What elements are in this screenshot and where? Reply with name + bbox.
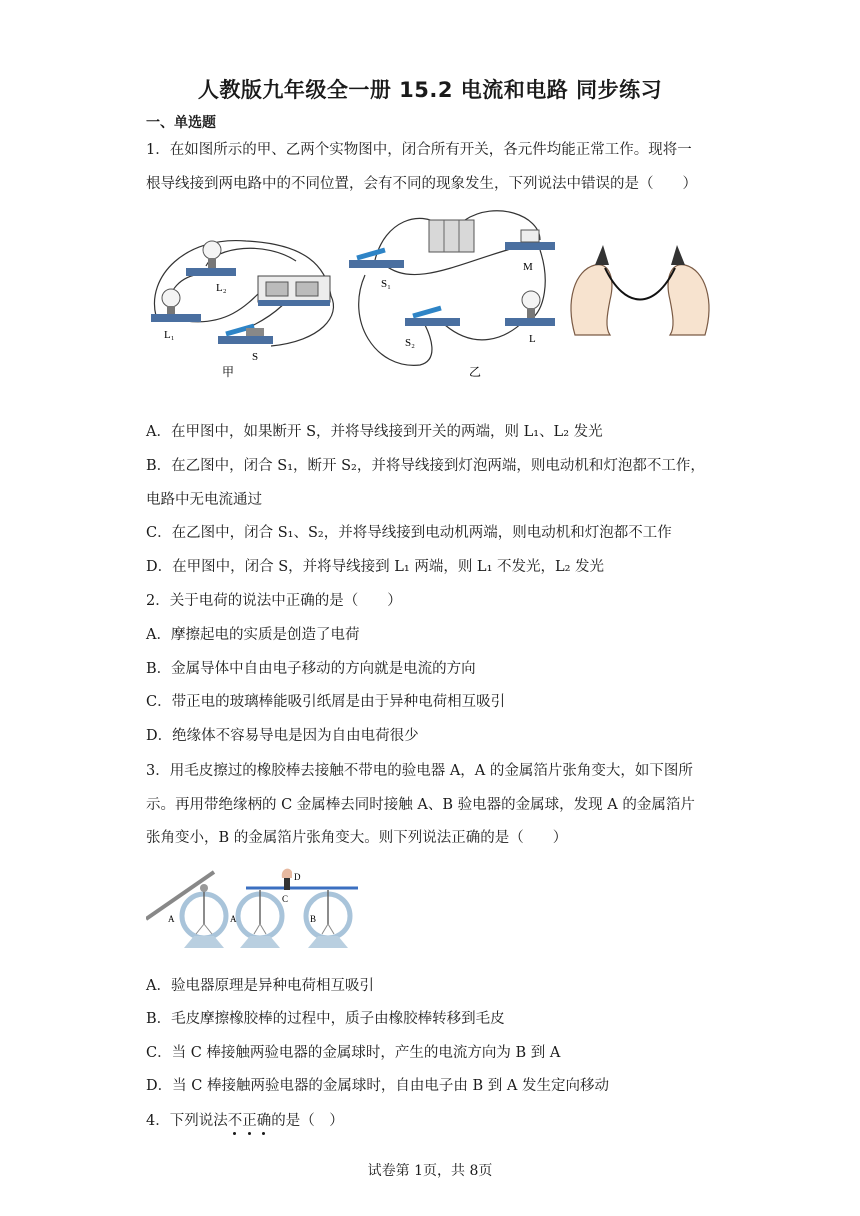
circuit-figure-jia: [146, 236, 346, 384]
q2-option-a: A．摩擦起电的实质是创造了电荷: [146, 627, 360, 643]
q4-emphasis-char: 正: [242, 1113, 257, 1129]
switch-s1-base: [349, 260, 404, 268]
q1-stem-line-1: 1．在如图所示的甲、乙两个实物图中，闭合所有开关，各元件均能正常工作。现将一: [146, 142, 692, 158]
lamp-l1-base: [151, 314, 201, 322]
label-b: B: [310, 914, 317, 924]
q1-option-a: A．在甲图中，如果断开 S，并将导线接到开关的两端，则 L₁、L₂ 发光: [146, 424, 603, 440]
q3-stem-line-1: 3．用毛皮擦过的橡胶棒去接触不带电的验电器 A，A 的金属箔片张角变大，如下图所: [146, 763, 693, 779]
q2-option-b: B．金属导体中自由电子移动的方向就是电流的方向: [146, 661, 476, 677]
q4-emphasis-char: 确: [257, 1113, 272, 1129]
hands-wire-figure: [565, 240, 715, 340]
q3-option-c: C．当 C 棒接触两验电器的金属球时，产生的电流方向为 B 到 A: [146, 1045, 561, 1061]
q4-emphasis-char: 不: [228, 1113, 243, 1129]
q1-option-d: D．在甲图中，闭合 S，并将导线接到 L₁ 两端，则 L₁ 不发光，L₂ 发光: [146, 559, 605, 575]
q3-option-a: A．验电器原理是异种电荷相互吸引: [146, 978, 374, 994]
label-s1: S₁: [381, 278, 391, 290]
q4-stem-suffix: 的是（ ）: [271, 1113, 344, 1129]
q1-option-b-line-2: 电路中无电流通过: [146, 492, 262, 508]
motor-base: [505, 242, 555, 250]
q1-option-c: C．在乙图中，闭合 S₁、S₂，并将导线接到电动机两端，则电动机和灯泡都不工作: [146, 525, 672, 541]
lamp-l2-bulb: [203, 241, 221, 259]
lamp-l1-bulb: [162, 289, 180, 307]
switch-s2-base: [405, 318, 460, 326]
electroscope-a-right: [238, 890, 282, 948]
page-footer: 试卷第 1页，共 8页: [367, 1163, 493, 1179]
label-a1: A: [168, 914, 175, 924]
q1-option-b-line-1: B．在乙图中，闭合 S₁，断开 S₂，并将导线接到灯泡两端，则电动机和灯泡都不工作，: [146, 458, 705, 474]
lamp-l2-base: [186, 268, 236, 276]
label-d: D: [294, 872, 301, 882]
q4-stem: [146, 1111, 726, 1131]
battery-pack: [429, 220, 474, 252]
label-l: L: [529, 333, 536, 345]
page-title: 人教版九年级全一册 15.2 电流和电路 同步练习: [197, 78, 663, 102]
section-heading: 一、单选题: [146, 115, 216, 131]
q1-stem-line-2: 根导线接到两电路中的不同位置，会有不同的现象发生，下列说法中错误的是（ ）: [146, 176, 697, 192]
label-m: M: [523, 261, 533, 273]
label-s2: S₂: [405, 337, 415, 349]
q2-stem: 2．关于电荷的说法中正确的是（ ）: [146, 593, 402, 609]
switch-s-base: [218, 336, 273, 344]
q3-option-d: D．当 C 棒接触两验电器的金属球时，自由电子由 B 到 A 发生定向移动: [146, 1078, 609, 1094]
label-a2: A: [230, 914, 237, 924]
lamp-l-base: [505, 318, 555, 326]
q3-option-b: B．毛皮摩擦橡胶棒的过程中，质子由橡胶棒转移到毛皮: [146, 1011, 505, 1027]
label-c: C: [282, 894, 289, 904]
label-yi: 乙: [469, 365, 482, 379]
q3-stem-line-2: 示。再用带绝缘柄的 C 金属棒去同时接触 A、B 验电器的金属球，发现 A 的金属箔片: [146, 797, 695, 813]
label-s: S: [252, 351, 259, 363]
label-l2: L₂: [216, 282, 227, 294]
q2-option-d: D．绝缘体不容易导电是因为自由电荷很少: [146, 728, 419, 744]
label-l1: L₁: [164, 329, 175, 341]
electroscope-a-left: [182, 884, 226, 948]
q3-stem-line-3: 张角变小，B 的金属箔片张角变大。则下列说法正确的是（ ）: [146, 830, 568, 846]
circuit-figure-yi: [345, 200, 560, 384]
q4-stem-prefix: 4．下列说法: [146, 1113, 228, 1129]
label-jia: 甲: [222, 365, 235, 379]
electroscope-figure: [146, 864, 366, 952]
q2-option-c: C．带正电的玻璃棒能吸引纸屑是由于异种电荷相互吸引: [146, 694, 506, 710]
